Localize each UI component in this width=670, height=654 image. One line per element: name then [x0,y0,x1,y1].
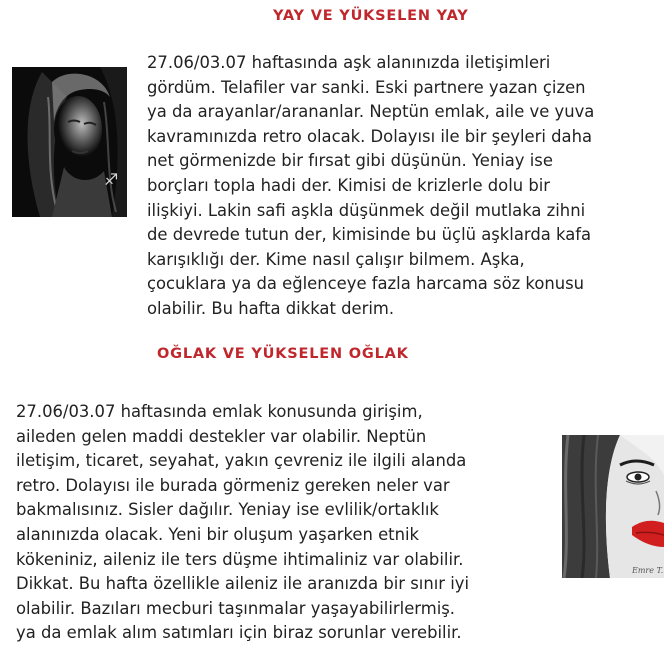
artist-signature: Emre T. [632,566,664,575]
text-line: iletişim, ticaret, seyahat, yakın çevreniz ile ilgili alanda [16,451,467,471]
svg-text:♐: ♐ [104,170,119,189]
text-line: kökeniniz, aileniz ile ters düşme ihtimaliniz var olabilir. [16,549,464,569]
text-line: kavramınızda retro olacak. Dolayısı ile bir şeyleri daha [147,126,593,146]
text-line: olabilir. Bazıları mecburi taşınmalar yaşayabilirlermiş. [16,598,455,618]
sagittarius-woman-portrait-icon [12,67,127,217]
text-line: ilişkiyi. Lakin safi aşkla düşünmek değil mutlaka zihni [147,200,586,220]
text-line: Dikkat. Bu hafta özellikle aileniz ile aranızda bir sınır iyi [16,574,470,594]
text-line: bakmalısınız. Sisler dağılır. Yeniay ise evlilik/ortaklık [16,500,439,520]
text-line: 27.06/03.07 haftasında aşk alanınızda iletişimleri [147,53,551,72]
text-line: karışıklığı der. Kime nasıl çalışır bilmem. Aşka, [147,249,525,269]
text-line: de devrede tutun der, kimisinde bu üçlü aşklarda kafa [147,225,592,245]
section-body-sagittarius [147,51,594,322]
text-line: 27.06/03.07 haftasında emlak konusunda girişim, [16,402,423,421]
capricorn-woman-portrait-icon [562,435,664,578]
section-heading-sagittarius: YAY VE YÜKSELEN YAY [273,8,469,24]
text-line: aileden gelen maddi destekler var olabilir. Neptün [16,426,427,446]
section-body-capricorn [16,400,469,646]
text-line: ya da arayanlar/arananlar. Neptün emlak, aile ve yuva [147,102,595,122]
text-line: alanınızda olacak. Yeni bir oluşum yaşarken etnik [16,524,420,544]
text-line: gördüm. Telafiler var sanki. Eski partnere yazan çizen [147,77,586,97]
text-line: borçları topla hadi der. Kimisi de krizlerle dolu bir [147,175,551,195]
text-line: net görmenizde bir fırsat gibi düşünün. Yeniay ise [147,151,553,171]
text-line: çocuklara ya da eğlenceye fazla harcama söz konusu [147,274,585,294]
text-line: ya da emlak alım satımları için biraz sorunlar verebilir. [16,623,462,643]
text-line: retro. Dolayısı ile burada görmeniz gereken neler var [16,475,450,495]
text-line: olabilir. Bu hafta dikkat derim. [147,298,395,318]
section-heading-capricorn: OĞLAK VE YÜKSELEN OĞLAK [157,346,409,362]
